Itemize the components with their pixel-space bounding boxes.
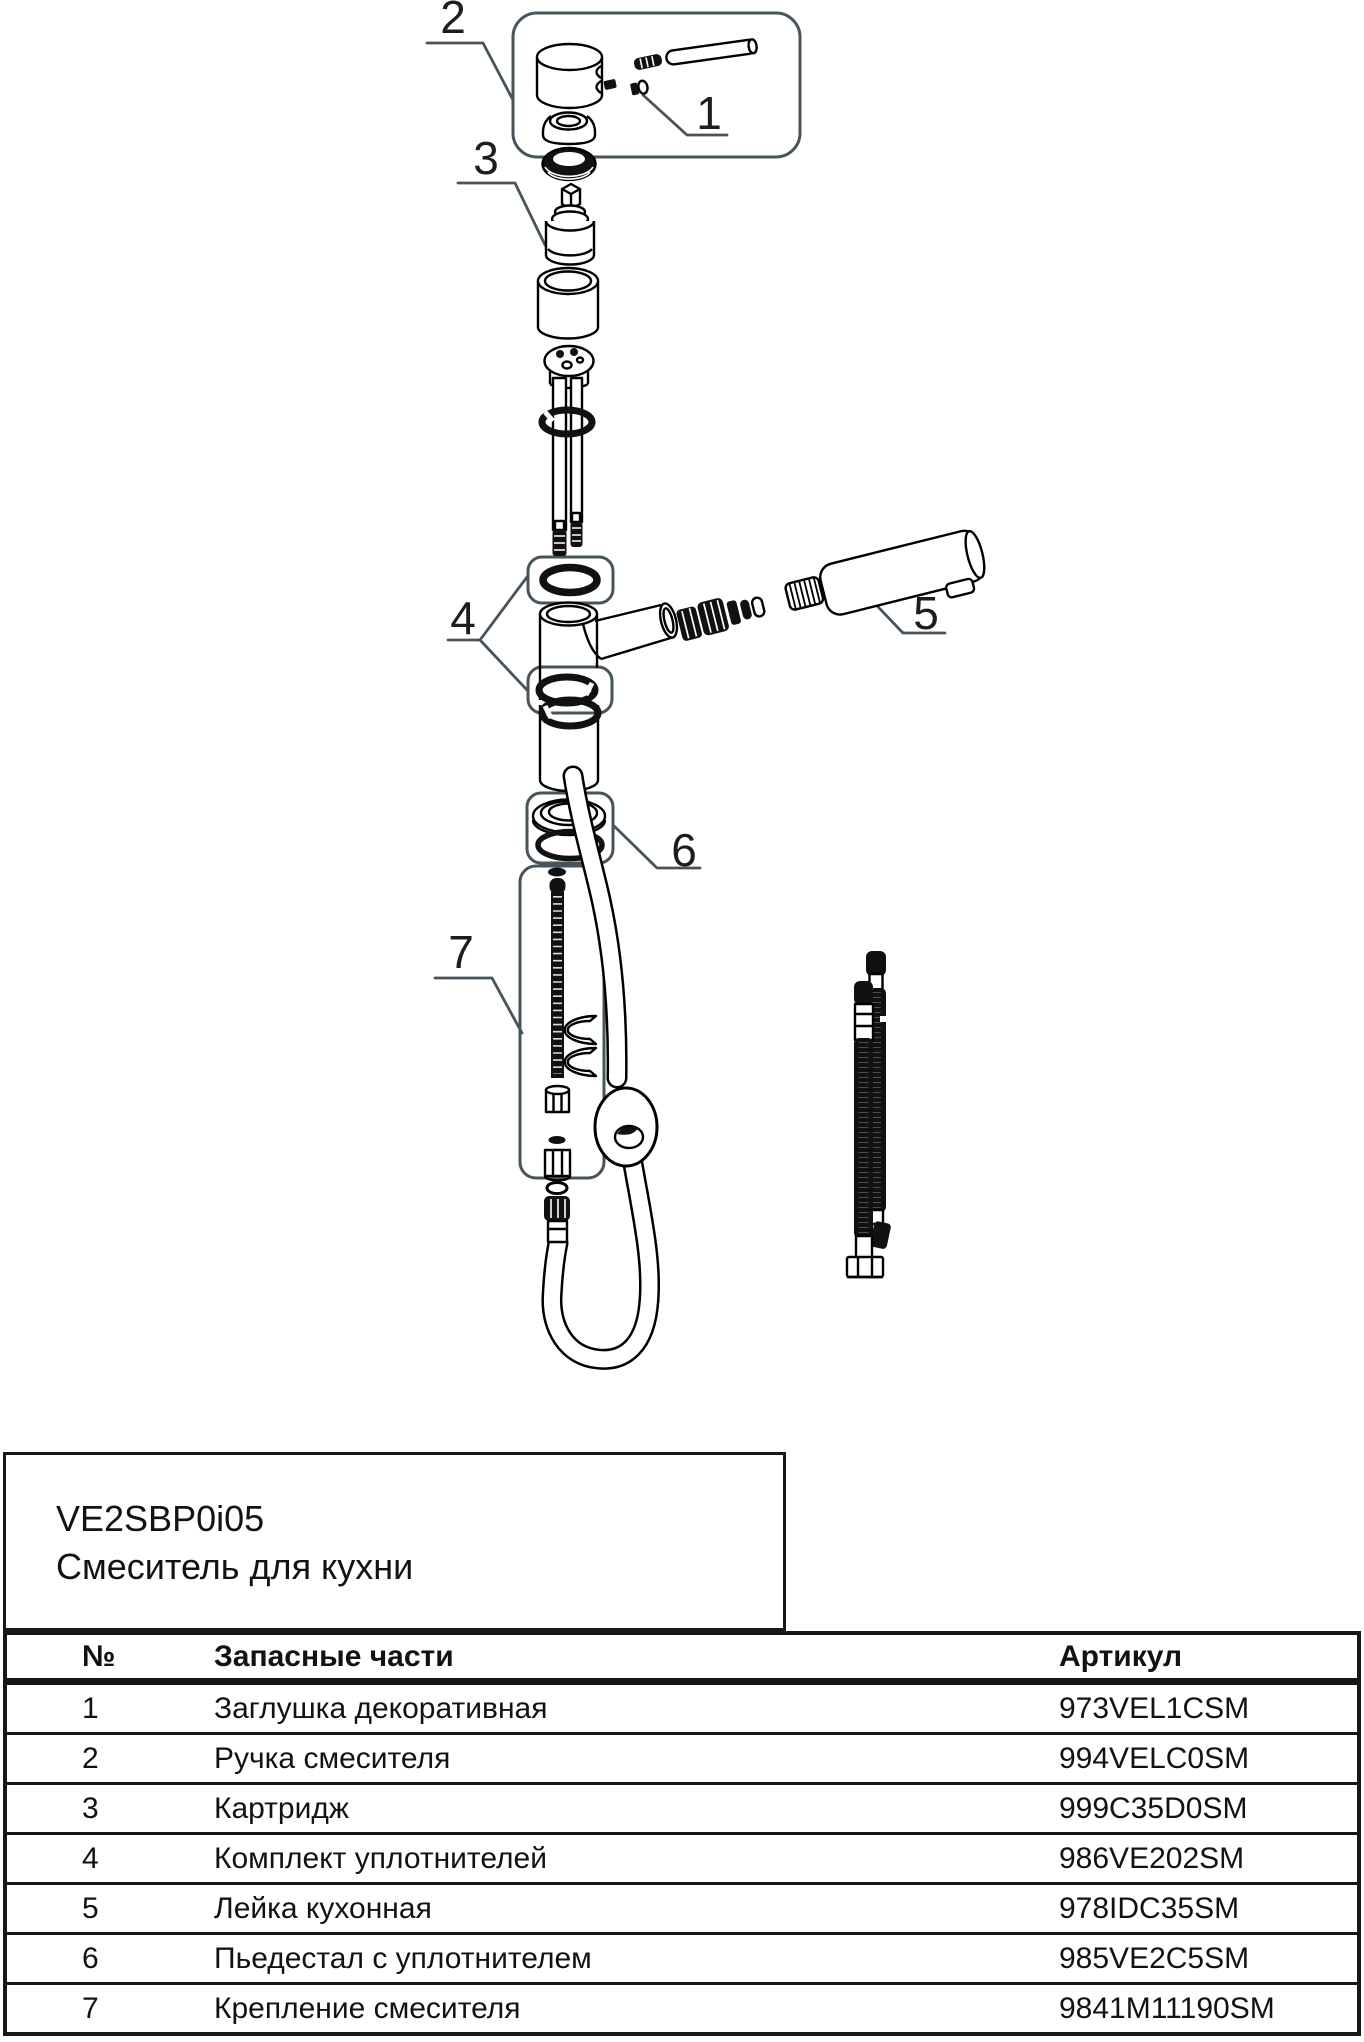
threaded-ring [543, 148, 596, 180]
callout-label-6: 6 [671, 824, 697, 876]
row-num: 1 [82, 1691, 99, 1725]
decorative-plug [630, 80, 649, 96]
row-name: Комплект уплотнителей [214, 1841, 547, 1875]
row-num: 4 [82, 1841, 99, 1875]
mounting-hardware [545, 868, 596, 1181]
row-num: 3 [82, 1791, 99, 1825]
row-article: 973VEL1CSM [1059, 1691, 1250, 1725]
callout-label-7: 7 [448, 926, 474, 978]
table-row [7, 1682, 1357, 1732]
table-row [7, 1732, 1357, 1782]
product-name: Смеситель для кухни [56, 1546, 414, 1587]
row-article: 994VELC0SM [1059, 1741, 1250, 1775]
leader-7 [435, 978, 522, 1033]
dome-cap [543, 113, 595, 145]
parts-table [3, 1631, 1361, 2036]
supply-hoses [847, 951, 892, 1277]
leader-2 [427, 43, 513, 100]
header-article: Артикул [1059, 1639, 1183, 1673]
spout-body [540, 602, 680, 700]
row-num: 6 [82, 1941, 99, 1975]
callout-label-3: 3 [473, 132, 499, 184]
table-row [7, 1982, 1357, 2032]
handle-lever [665, 39, 757, 66]
handle-body [537, 44, 602, 108]
row-num: 2 [82, 1741, 99, 1775]
row-name: Ручка смесителя [214, 1741, 451, 1775]
spray-head-assembly [674, 527, 991, 663]
header-name: Запасные части [214, 1639, 454, 1673]
row-num: 5 [82, 1891, 99, 1925]
leader-lines [427, 43, 945, 1033]
row-name: Крепление смесителя [214, 1991, 521, 2025]
connection-rods [553, 378, 583, 556]
row-article: 985VE2C5SM [1059, 1941, 1250, 1975]
row-name: Лейка кухонная [214, 1891, 432, 1925]
model-code: VE2SBP0i05 [56, 1498, 265, 1539]
table-row [7, 1832, 1357, 1882]
row-article: 986VE202SM [1059, 1841, 1245, 1875]
row-article: 9841M11190SM [1059, 1991, 1275, 2025]
parts-artwork [533, 39, 991, 1360]
row-name: Заглушка декоративная [214, 1691, 548, 1725]
o-ring-upper [543, 568, 597, 593]
handle-sleeve [538, 268, 598, 339]
row-name: Картридж [214, 1791, 349, 1825]
row-name: Пьедестал с уплотнителем [214, 1941, 592, 1975]
row-num: 7 [82, 1991, 99, 2025]
table-row [7, 1782, 1357, 1832]
row-article: 978IDC35SM [1059, 1891, 1240, 1925]
callout-label-5: 5 [913, 587, 939, 639]
leader-3 [458, 183, 545, 245]
hose-weight [595, 1088, 657, 1166]
row-article: 999C35D0SM [1059, 1791, 1248, 1825]
table-row [7, 1932, 1357, 1982]
callout-label-2: 2 [440, 0, 466, 43]
table-header-row [7, 1635, 1357, 1682]
title-block [3, 1452, 786, 1631]
cartridge [546, 184, 594, 265]
callout-label-4: 4 [450, 592, 476, 644]
callout-label-1: 1 [696, 87, 722, 139]
hose-connector [544, 1183, 570, 1243]
grub-screw [603, 79, 617, 90]
callout-digits [440, 0, 939, 978]
table-row [7, 1882, 1357, 1932]
header-num: № [82, 1639, 116, 1673]
set-screw [633, 53, 663, 71]
